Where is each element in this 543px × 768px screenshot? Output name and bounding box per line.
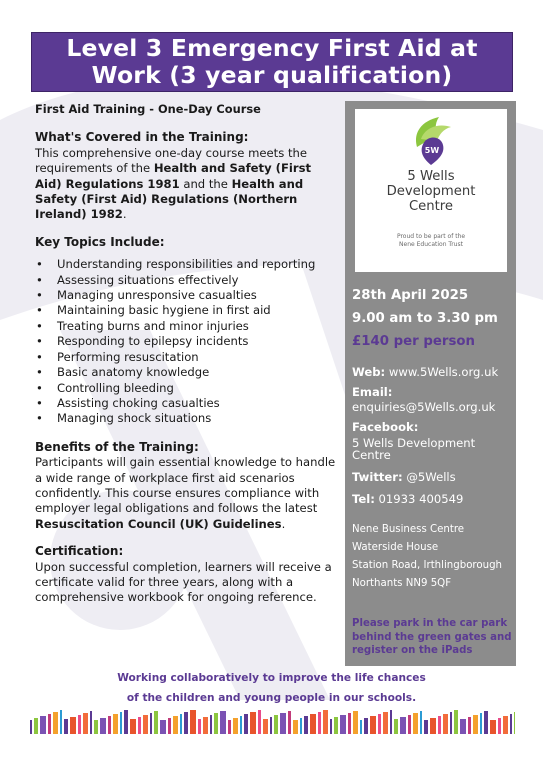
address-line-4: Northants NN9 5QF [352, 578, 452, 589]
stripe [514, 712, 515, 734]
covered-heading: What's Covered in the Training: [35, 130, 249, 145]
stripe [203, 717, 208, 734]
stripe [300, 718, 302, 734]
stripe [353, 711, 358, 734]
certification-section [35, 544, 337, 606]
topic-item: • Managing shock situations [36, 411, 212, 426]
web-link[interactable]: www.5Wells.org.uk [388, 365, 499, 379]
stripe [323, 710, 328, 734]
stripe [250, 712, 256, 734]
email-link[interactable]: enquiries@5Wells.org.uk [352, 400, 496, 414]
topic-item: • Maintaining basic hygiene in first aid [36, 303, 271, 318]
stripe [70, 717, 76, 734]
stripe [454, 710, 458, 734]
event-price: £140 per person [352, 334, 475, 349]
stripe [130, 719, 136, 734]
stripe [180, 714, 182, 734]
stripe [210, 715, 212, 734]
organisation-logo [355, 109, 507, 272]
stripe [240, 716, 242, 734]
stripe [233, 718, 238, 734]
stripe [390, 710, 392, 734]
stripe [214, 713, 218, 734]
stripe [443, 714, 448, 734]
facebook-link[interactable]: 5 Wells Development Centre [352, 436, 476, 462]
stripe [468, 717, 471, 734]
topic-item: • Controlling bleeding [36, 380, 174, 395]
bullet-icon: • [36, 303, 43, 318]
stripe [413, 713, 418, 734]
stripe [274, 715, 278, 734]
topic-item: • Treating burns and minor injuries [36, 318, 249, 333]
stripe [108, 716, 111, 734]
stripe [510, 714, 512, 734]
stripe [48, 714, 51, 734]
stripe [160, 720, 166, 734]
stripe [364, 718, 368, 734]
email-label: Email: [352, 385, 393, 399]
certification-text: Upon successful completion, learners will receive a certificate valid for three years, along with a comprehensive workbook for ongoing reference. [35, 559, 332, 605]
benefits-heading: Benefits of the Training: [35, 439, 199, 454]
twitter-handle[interactable]: @5Wells [406, 470, 456, 484]
stripe [460, 719, 466, 734]
footer-slogan [0, 668, 543, 708]
stripe [30, 720, 32, 734]
stripe [100, 718, 106, 734]
event-time: 9.00 am to 3.30 pm [352, 311, 498, 326]
stripe [83, 713, 88, 734]
bullet-icon: • [36, 257, 43, 272]
benefits-text: Participants will gain essential knowledge to handle a wide range of workplace first aid scenarios confidently. This course ensures compliance with employer legal obligations and follows the latest Resuscitation Council (UK) Guidelines. [35, 455, 336, 531]
stripe [173, 716, 178, 734]
stripe [330, 719, 332, 734]
stripe [484, 711, 488, 734]
topic-item: • Understanding responsibilities and reporting [36, 257, 316, 272]
topic-item: • Basic anatomy knowledge [36, 365, 210, 380]
stripe [408, 715, 411, 734]
topic-item: • Assisting choking casualties [36, 395, 220, 410]
stripe [293, 720, 298, 734]
stripe [154, 711, 158, 734]
logo-wordmark: 5 Wells Development Centre [386, 169, 476, 214]
page-title: Level 3 Emergency First Aid at Work (3 year qualification) [66, 34, 478, 89]
bullet-icon: • [36, 395, 43, 410]
stripe [318, 712, 321, 734]
bullet-icon: • [36, 380, 43, 395]
covered-text: This comprehensive one-day course meets the requirements of the Health and Safety (First Aid) Regulations 1981 and the Health and Safety (First Aid) Regulations (Northern Ireland) 1982. [35, 145, 312, 222]
stripe [310, 714, 316, 734]
topic-item: • Managing unresponsive casualties [36, 288, 257, 303]
stripe [34, 718, 38, 734]
stripe [473, 715, 478, 734]
stripe [228, 720, 231, 734]
main-content [35, 102, 337, 606]
stripe [420, 711, 422, 734]
stripe [480, 713, 482, 734]
stripe [184, 712, 188, 734]
stripe [150, 713, 152, 734]
stripe [78, 715, 81, 734]
bullet-icon: • [36, 334, 43, 349]
info-sidebar [345, 101, 516, 666]
stripe [438, 716, 441, 734]
stripe [400, 717, 406, 734]
topics-list [35, 257, 337, 426]
stripe [168, 718, 171, 734]
stripe [288, 711, 291, 734]
stripe [424, 720, 428, 734]
stripe [503, 716, 508, 734]
address-line-3: Station Road, Irthlingborough [352, 560, 503, 571]
facebook-label: Facebook: [352, 420, 419, 434]
stripe [304, 716, 308, 734]
twitter-contact: Twitter: @5Wells [352, 470, 456, 484]
stripe [348, 713, 351, 734]
stripe [340, 715, 346, 734]
telephone-contact: Tel: 01933 400549 [352, 492, 464, 506]
stripe [220, 711, 226, 734]
stripe [490, 720, 496, 734]
event-date: 28th April 2025 [352, 288, 469, 303]
stripe [383, 712, 388, 734]
address-line-2: Waterside House [352, 542, 439, 553]
stripe [244, 714, 248, 734]
stripe [394, 719, 398, 734]
topics-heading: Key Topics Include: [35, 234, 165, 249]
stripe [263, 719, 268, 734]
topics-section [35, 235, 337, 427]
stripe [378, 714, 381, 734]
stripe [64, 719, 68, 734]
stripe [124, 710, 128, 734]
bullet-icon: • [36, 318, 43, 333]
stripe [370, 716, 376, 734]
footer-line-1: Working collaboratively to improve the life chances [117, 672, 426, 684]
parking-note: Please park in the car park behind the green gates and register on the iPads [352, 618, 512, 657]
stripe [113, 714, 118, 734]
stripe [120, 712, 122, 734]
stripe [190, 710, 196, 734]
title-banner [31, 32, 513, 92]
stripe [280, 713, 286, 734]
course-subtitle: First Aid Training - One-Day Course [35, 102, 261, 116]
stripe [450, 712, 452, 734]
svg-text:5W: 5W [424, 146, 440, 155]
stripe [498, 718, 501, 734]
stripe [258, 710, 261, 734]
stripe [90, 711, 92, 734]
logo-tagline: Proud to be part of the Nene Education Trust [396, 233, 466, 248]
stripe [430, 718, 436, 734]
footer-line-2: of the children and young people in our schools. [126, 692, 417, 704]
stripe [94, 720, 98, 734]
topic-item: • Assessing situations effectively [36, 272, 239, 287]
stripe [40, 716, 46, 734]
bullet-icon: • [36, 365, 43, 380]
web-contact: Web: www.5Wells.org.uk [352, 365, 499, 379]
bullet-icon: • [36, 272, 43, 287]
stripe [360, 720, 362, 734]
telephone-number: 01933 400549 [378, 492, 464, 506]
benefits-section [35, 440, 337, 532]
stripe [60, 710, 62, 734]
5wells-badge-icon [355, 109, 507, 169]
stripe [198, 719, 201, 734]
bullet-icon: • [36, 411, 43, 426]
address-line-1: Nene Business Centre [352, 524, 465, 535]
covered-section [35, 130, 337, 222]
certification-heading: Certification: [35, 544, 124, 559]
stripe [53, 712, 58, 734]
stripe [138, 717, 141, 734]
topic-item: • Performing resuscitation [36, 349, 199, 364]
decorative-stripe-bar [30, 710, 515, 734]
stripe [143, 715, 148, 734]
bullet-icon: • [36, 349, 43, 364]
topic-item: • Responding to epilepsy incidents [36, 334, 249, 349]
stripe [334, 717, 338, 734]
bullet-icon: • [36, 288, 43, 303]
stripe [270, 717, 272, 734]
